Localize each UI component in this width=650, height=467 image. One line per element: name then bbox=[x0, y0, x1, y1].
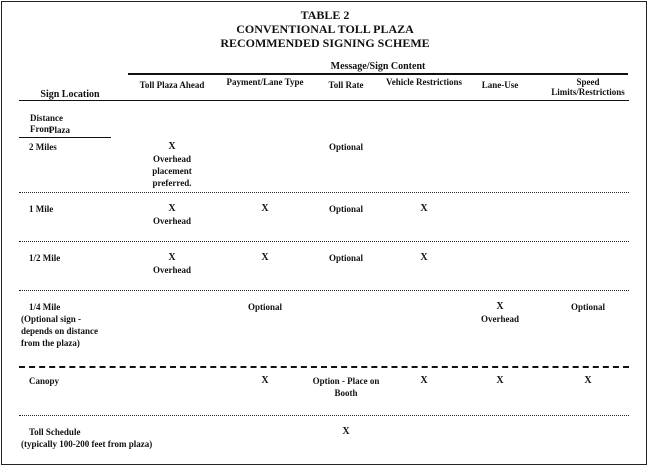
sign-location-cell: (typically 100-200 feet from plaza) bbox=[21, 439, 153, 449]
sign-location-cell: 2 Miles bbox=[29, 142, 57, 152]
column-header: Toll Rate bbox=[328, 80, 364, 90]
message-content-header: Message/Sign Content bbox=[330, 61, 426, 72]
sign-location-cell: 1/2 Mile bbox=[29, 253, 61, 263]
table-cell: X bbox=[420, 203, 428, 214]
header-bottom-rule bbox=[19, 100, 629, 101]
table-cell: X bbox=[168, 203, 176, 214]
column-header: Speed Limits/Restrictions bbox=[551, 77, 625, 97]
row-divider bbox=[19, 241, 629, 242]
sign-location-cell: 1 Mile bbox=[29, 204, 54, 214]
table-cell: Overhead bbox=[153, 265, 191, 275]
table-cell: X bbox=[496, 301, 504, 312]
sign-location-cell: depends on distance bbox=[21, 326, 99, 336]
column-header: Payment/Lane Type bbox=[226, 77, 304, 87]
distance-label: DistanceFrom bbox=[30, 113, 63, 134]
table-cell: Optional bbox=[247, 302, 282, 312]
column-header: Vehicle Restrictions bbox=[386, 77, 462, 87]
sign-location-header: Sign Location bbox=[40, 89, 100, 100]
table-cell: Optional bbox=[570, 302, 605, 312]
row-divider bbox=[19, 192, 629, 193]
sign-location-cell: Canopy bbox=[29, 376, 60, 386]
table-cell: Option - Place on bbox=[312, 376, 380, 386]
table-subtitle: RECOMMENDED SIGNING SCHEME bbox=[220, 36, 430, 50]
sign-location-cell: Toll Schedule bbox=[29, 427, 81, 437]
header-group-rule bbox=[128, 73, 628, 75]
table-cell: X bbox=[584, 375, 592, 386]
table-cell: X bbox=[261, 252, 269, 263]
table-number: TABLE 2 bbox=[300, 8, 350, 22]
table-cell: Overhead bbox=[481, 314, 519, 324]
column-header: Lane-Use bbox=[481, 80, 519, 90]
table-cell: placement bbox=[152, 166, 192, 176]
sign-location-cell: 1/4 Mile bbox=[29, 302, 61, 312]
table-cell: X bbox=[420, 252, 428, 263]
column-header: Toll Plaza Ahead bbox=[139, 80, 205, 90]
distance-label-plaza: Plaza bbox=[49, 125, 70, 135]
table-cell: Optional bbox=[328, 204, 363, 214]
table-cell: Optional bbox=[328, 253, 363, 263]
table-cell: Overhead bbox=[153, 154, 191, 164]
table-title: CONVENTIONAL TOLL PLAZA bbox=[236, 22, 414, 36]
table-cell: X bbox=[420, 375, 428, 386]
table-cell: Overhead bbox=[153, 216, 191, 226]
table-cell: X bbox=[168, 141, 176, 152]
sign-location-cell: from the plaza) bbox=[21, 338, 80, 348]
table-cell: X bbox=[496, 375, 504, 386]
table-cell: X bbox=[261, 203, 269, 214]
table-cell: Optional bbox=[328, 142, 363, 152]
row-divider bbox=[19, 415, 629, 416]
section-divider bbox=[19, 366, 629, 368]
sign-location-cell: (Optional sign - bbox=[21, 314, 82, 324]
table-cell: preferred. bbox=[152, 178, 192, 188]
table-cell: X bbox=[168, 252, 176, 263]
row-divider bbox=[19, 290, 629, 291]
distance-label-rule bbox=[19, 137, 111, 138]
table-cell: Booth bbox=[334, 388, 358, 398]
table-cell: X bbox=[261, 375, 269, 386]
table-cell: X bbox=[342, 426, 350, 437]
